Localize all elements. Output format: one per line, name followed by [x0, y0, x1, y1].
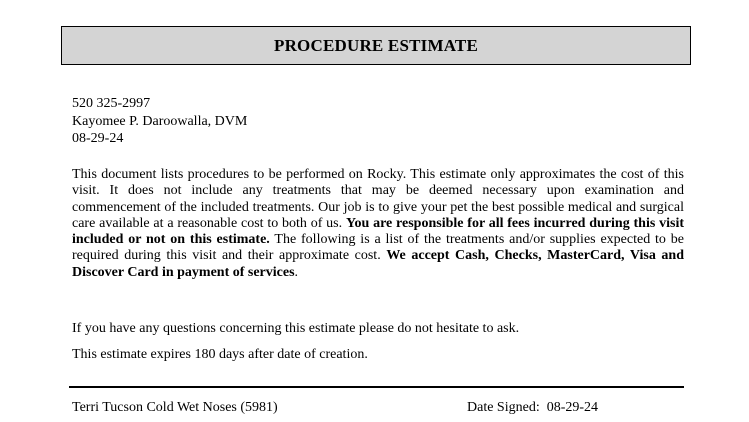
payment-methods-notice: We accept Cash, Checks, MasterCard, Visa and Discover Card in payment of services [72, 248, 685, 280]
estimate-date: 08-29-24 [72, 131, 124, 146]
client-name: Terri Tucson Cold Wet Noses (5981) [72, 400, 278, 415]
signature-divider [69, 386, 684, 388]
page-title: PROCEDURE ESTIMATE [273, 35, 478, 55]
intro-text-1: This document lists procedures to be performed on Rocky. This estimate only approximates the cost of this visit. It does not include any treatments that may be deemed necessary upon examination and commencement of the included treatments. Our job is to give your pet the best possible medical and surgical care available at a reasonable cost to both of us. [72, 167, 684, 231]
questions-note: If you have any questions concerning this estimate please do not hesitate to ask. [72, 321, 520, 336]
phone-number: 520 325-2997 [72, 96, 151, 111]
estimate-description [72, 167, 684, 281]
intro-text-2: The following is a list of the treatments and/or supplies expected to be required during this visit and their approximate cost. [72, 232, 684, 264]
doctor-name: Kayomee P. Daroowalla, DVM [72, 113, 248, 129]
responsibility-notice: You are responsible for all fees incurred during this visit included or not on this estimate. [72, 215, 684, 248]
contact-block [72, 95, 247, 148]
date-signed [467, 400, 598, 416]
expiry-note: This estimate expires 180 days after date of creation. [72, 347, 368, 362]
intro-end: . [294, 264, 299, 280]
date-signed-value: 08-29-24 [546, 400, 599, 415]
title-banner [61, 26, 691, 65]
date-signed-label: Date Signed: [467, 400, 540, 415]
